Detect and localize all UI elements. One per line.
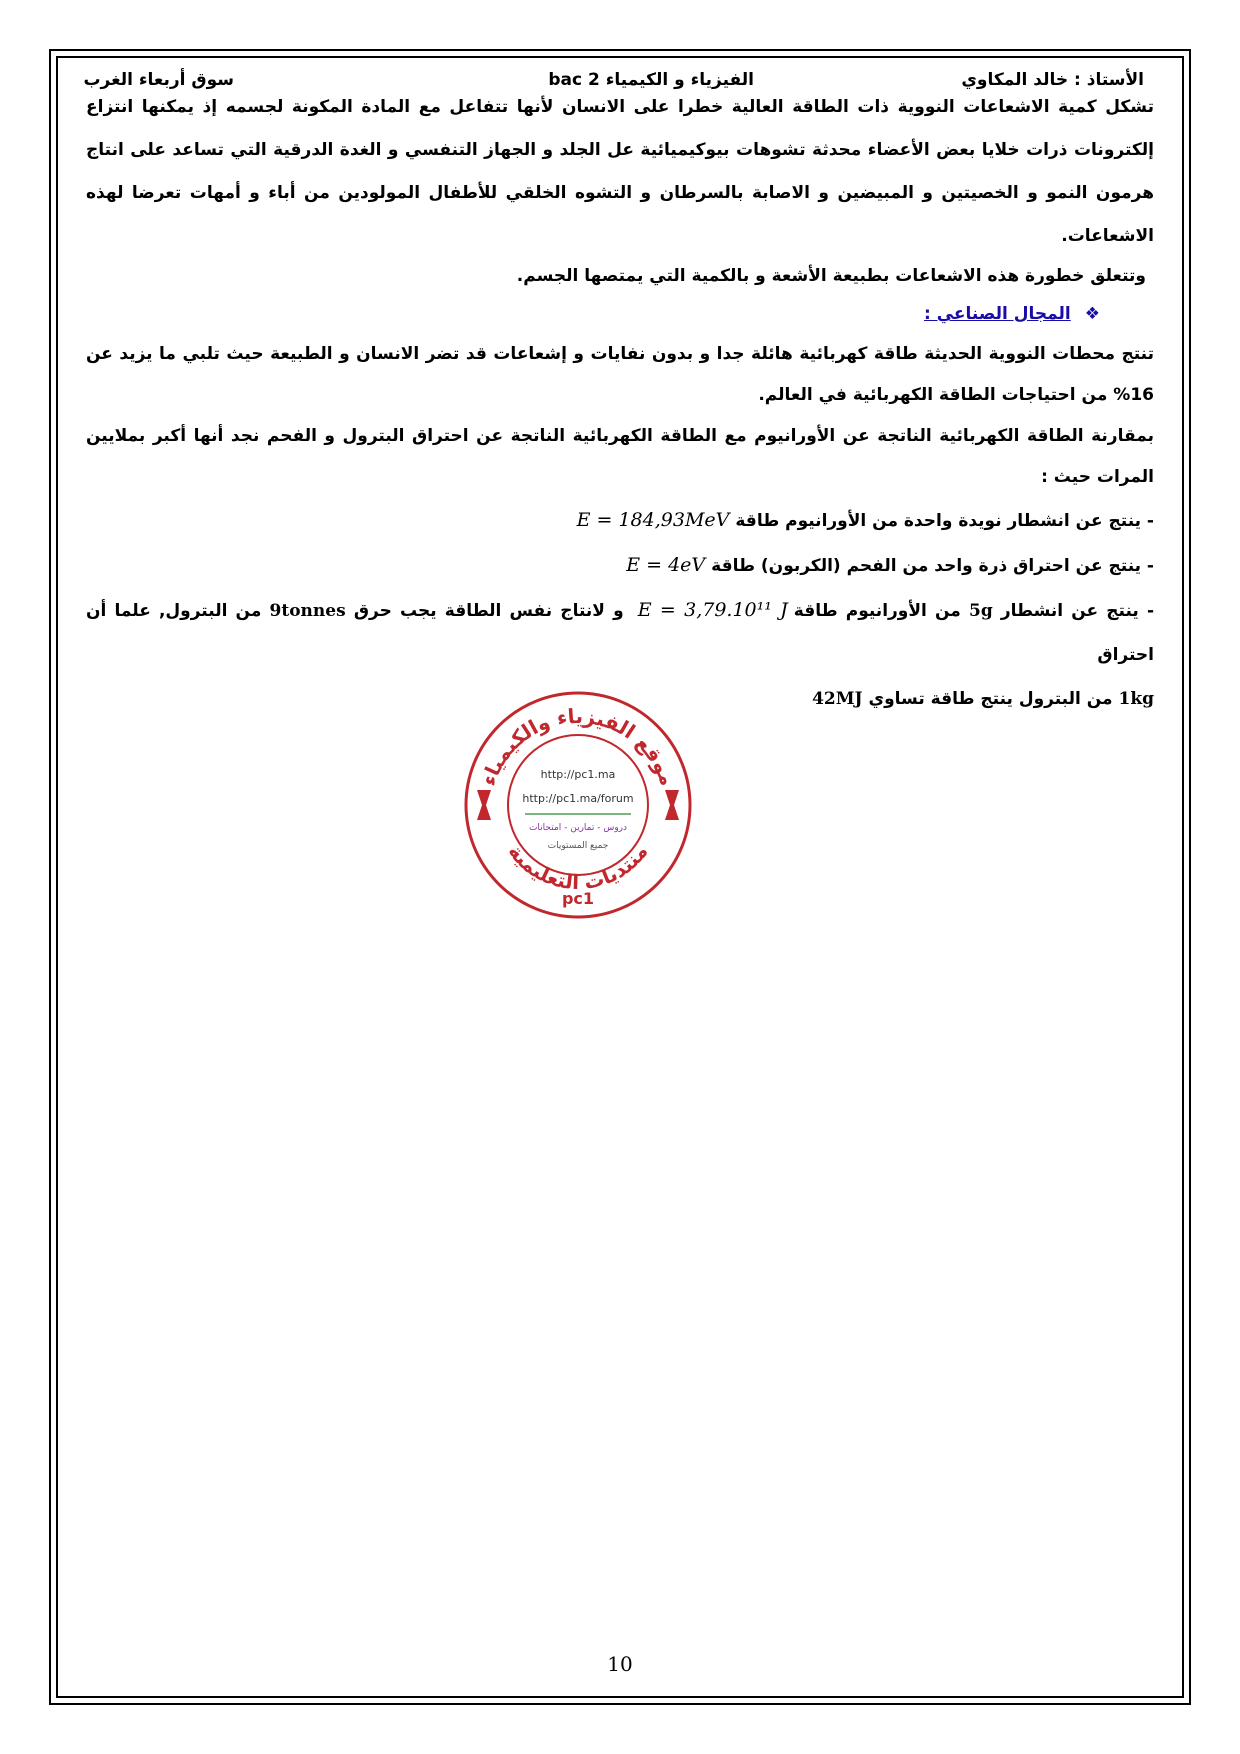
line-uranium-mass: - ينتج عن انشطار 5g من الأورانيوم طاقةE = 3,79.10¹¹ J و لانتاج نفس الطاقة يجب حرق 9tonnes من البترول, علما أن احتراق [86, 599, 1155, 665]
formula-uranium-5g-energy: E = 3,79.10¹¹ J [637, 599, 788, 621]
line-carbon-atom: - ينتج عن احتراق ذرة واحد من الفحم (الكربون) طاقةE = 4eV [626, 554, 1154, 576]
stamp-levels: جميع المستويات [547, 841, 609, 851]
header-school: سوق أربعاء الغرب [83, 70, 234, 90]
stamp-brand: pc1 [561, 889, 595, 908]
page-number: 10 [607, 1652, 633, 1676]
formula-uranium-energy: E = 184,93MeV [576, 509, 730, 531]
document-body [83, 70, 1155, 721]
diamond-bullet-icon: ❖ [1084, 304, 1100, 324]
stamp-url-main: http://pc1.ma [540, 768, 616, 781]
paragraph-radiation-factors: وتتعلق خطورة هذه الاشعاعات بطبيعة الأشعة و بالكمية التي يمتصها الجسم. [516, 266, 1146, 286]
header-subject: الفيزياء و الكيمياء 2 bac [548, 70, 754, 90]
stamp-arc-top: موقع الفيزياء والكيمياء [475, 703, 681, 789]
paragraph-energy-comparison: بمقارنة الطاقة الكهربائية الناتجة عن الأورانيوم مع الطاقة الكهربائية الناتجة عن احتراق البترول و الفحم نجد أنها أكبر بملايين المرات حيث : [86, 426, 1154, 487]
formula-carbon-energy: E = 4eV [626, 554, 706, 576]
page-header [83, 70, 1154, 96]
stamp-arc-bottom: منتديات التعليمية [503, 839, 653, 895]
paragraph-nuclear-plants: تنتج محطات النووية الحديثة طاقة كهربائية هائلة جدا و بدون نفايات و إشعاعات قد تضر الانسان و الطبيعة حيث تلبي ما يزيد عن 16% من احتياجات الطاقة الكهربائية في العالم. [86, 344, 1154, 405]
stamp-url-forum: http://pc1.ma/forum [522, 792, 634, 805]
line-uranium-nucleus: - ينتج عن انشطار نويدة واحدة من الأورانيوم طاقةE = 184,93MeV [576, 509, 1154, 531]
pc1-logo-stamp [463, 690, 693, 920]
header-teacher: الأستاذ : خالد المكاوي [961, 70, 1144, 90]
stamp-services: دروس - تمارين - امتحانات [528, 823, 628, 833]
paragraph-radiation-danger: تشكل كمية الاشعاعات النووية ذات الطاقة العالية خطرا على الانسان لأنها تتفاعل مع المادة المكونة لجسمه إذ يمكنها انتزاع إلكترونات ذرات خلايا بعض الأعضاء محدثة تشوهات بيوكيميائية عل الجلد و الجهاز التنفسي و الغدة الدرقية التي تساعد على انتاج هرمون النمو و الخصيتين و المبيضين و الاصابة بالسرطان و التشوه الخلقي للأطفال المولودين من أباء و أمهات تعرضا لهذه الاشعاعات. [86, 97, 1154, 246]
section-title-industrial: ❖المجال الصناعي : [924, 304, 1100, 324]
line-petrol-energy: 1kg من البترول ينتج طاقة تساوي 42MJ [812, 689, 1154, 709]
